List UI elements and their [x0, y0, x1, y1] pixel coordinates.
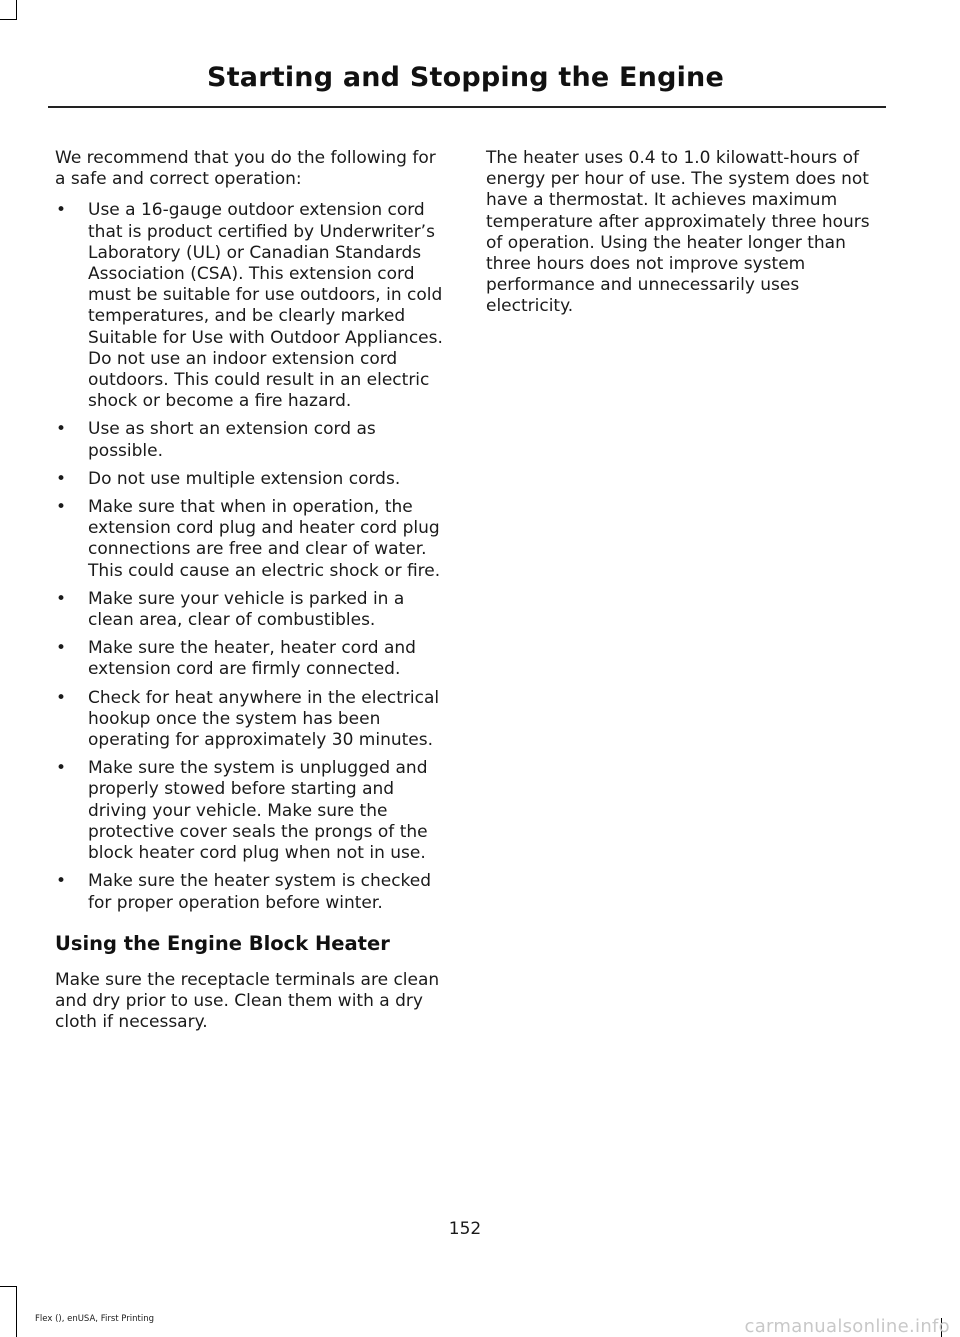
list-item: [55, 688, 448, 752]
list-item: [55, 758, 448, 864]
bullet-marker: •: [56, 497, 67, 518]
list-item-text: Check for heat anywhere in the electrical hookup once the system has been operating for approximately 30 minutes.: [88, 687, 440, 751]
section-heading: Using the Engine Block Heater: [55, 931, 390, 955]
page-number: 152: [448, 1219, 482, 1239]
list-item: [55, 469, 448, 490]
list-item-text: Use a 16-gauge outdoor extension cord that is product certified by Underwriter’s Laboratory (UL) or Canadian Standards Association (CSA). This extension cord must be suitable for use outdoors, in cold temperatures, and be clearly marked Suitable for Use with Outdoor Appliances. Do not use an indoor extension cord outdoors. This could result in an electric shock or become a fire hazard.: [88, 200, 443, 412]
list-item-text: Make sure your vehicle is parked in a clean area, clear of combustibles.: [88, 588, 405, 631]
left-column: [55, 148, 448, 1043]
crop-mark-top-left-horizontal: [0, 19, 17, 20]
print-info: Flex (), enUSA, First Printing: [35, 1314, 154, 1324]
page-title: Starting and Stopping the Engine: [207, 62, 724, 93]
list-item: [55, 871, 448, 913]
list-item-text: Do not use multiple extension cords.: [88, 468, 401, 489]
list-item-text: Use as short an extension cord as possible.: [88, 419, 376, 461]
crop-mark-top-left-vertical: [16, 0, 17, 19]
list-item-text: Make sure the system is unplugged and properly stowed before starting and driving your vehicle. Make sure the protective cover seals the prongs of the block heater cord plug when not in use.: [88, 758, 428, 864]
bullet-marker: •: [56, 758, 67, 779]
section-paragraph: Make sure the receptacle terminals are clean and dry prior to use. Clean them with a dry cloth if necessary.: [55, 969, 440, 1033]
bullet-marker: •: [56, 871, 67, 892]
list-item-text: Make sure that when in operation, the extension cord plug and heater cord plug connections are free and clear of water. This could cause an electric shock or fire.: [88, 497, 441, 581]
right-column: [486, 148, 880, 328]
list-item: [55, 589, 448, 631]
bullet-marker: •: [56, 588, 67, 609]
watermark: carmanualsonline.info: [744, 1316, 950, 1337]
bullet-marker: •: [56, 419, 67, 440]
list-item-text: Make sure the heater system is checked for proper operation before winter.: [88, 871, 432, 913]
crop-mark-bottom-left-vertical: [16, 1286, 17, 1337]
recommendation-list: [55, 200, 448, 913]
header-divider: [48, 106, 886, 108]
bullet-marker: •: [56, 468, 67, 489]
list-item: [55, 497, 448, 582]
list-item: [55, 419, 448, 461]
list-item: [55, 638, 448, 680]
list-item-text: Make sure the heater, heater cord and extension cord are firmly connected.: [88, 638, 416, 680]
crop-mark-bottom-left-horizontal: [0, 1286, 17, 1287]
bullet-marker: •: [56, 638, 67, 659]
bullet-marker: •: [56, 200, 67, 221]
intro-paragraph: We recommend that you do the following for a safe and correct operation:: [55, 148, 436, 190]
list-item: [55, 200, 448, 412]
heater-energy-paragraph: The heater uses 0.4 to 1.0 kilowatt-hours of energy per hour of use. The system does not have a thermostat. It achieves maximum temperature after approximately three hours of operation. Using the heater longer than three hours does not improve system performance and unnecessarily uses electricity.: [486, 148, 870, 317]
bullet-marker: •: [56, 687, 67, 708]
